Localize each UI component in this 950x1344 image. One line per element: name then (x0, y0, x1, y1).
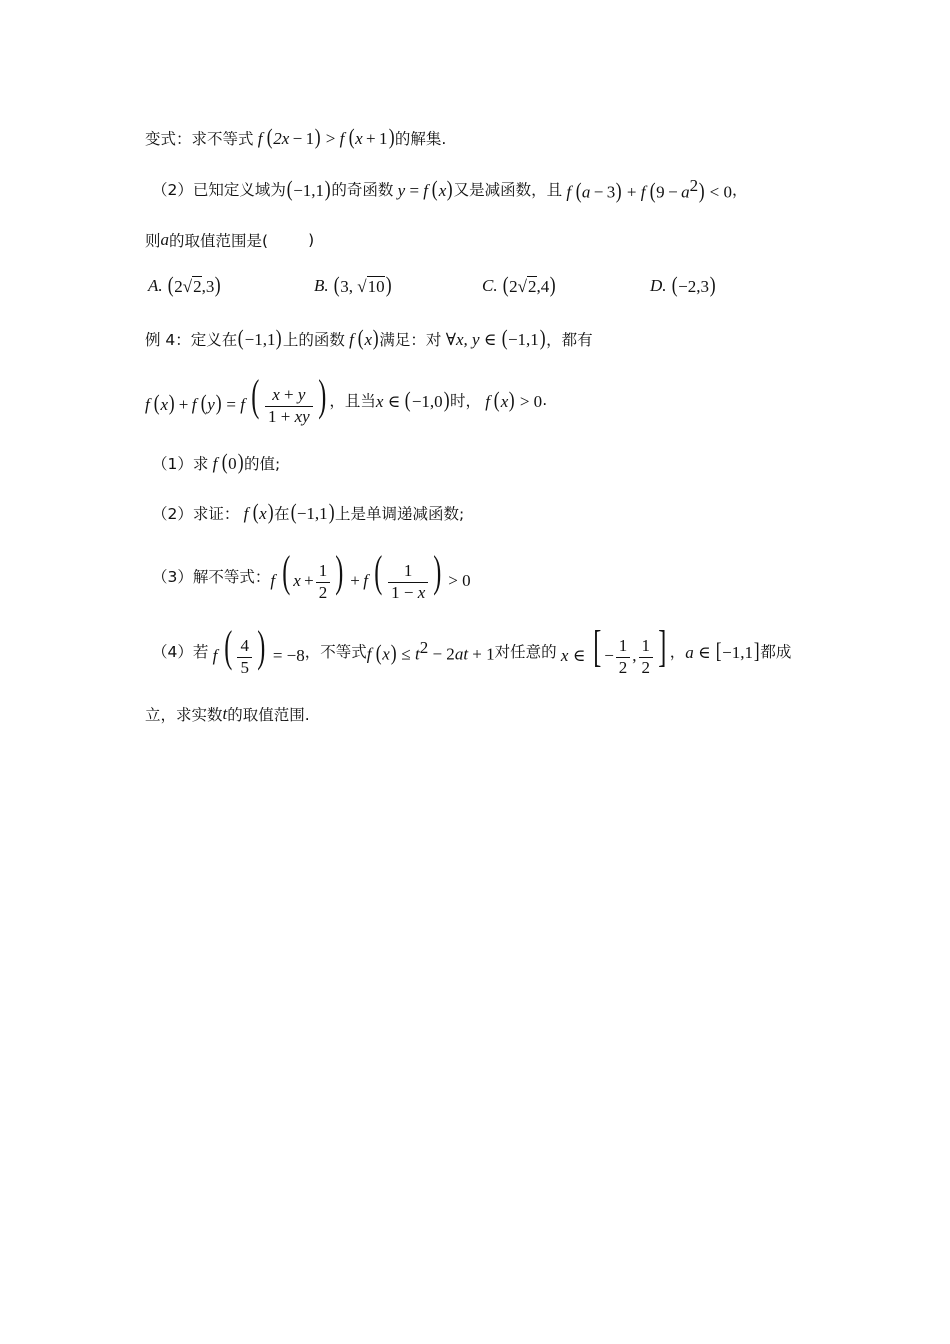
sub4-text-6: 立，求实数 (145, 706, 223, 724)
option-c[interactable] (482, 274, 557, 297)
option-d-value: (−2,3) (671, 272, 716, 297)
q2-domain: (−1,1) (286, 175, 331, 201)
example4-text-6: 时， (449, 392, 481, 411)
example4-equation: f (x) + f (y) = f ( $\frac{x + y}{1 + xy}$ ) (145, 371, 327, 426)
sub4-text-4: ， (669, 643, 686, 662)
q2-text-5: 则 (145, 232, 161, 250)
q2-text-2: 的奇函数 (331, 181, 394, 200)
sub1-text-2: 的值; (243, 454, 281, 473)
example4-statement (145, 327, 593, 350)
sub1-label: （1） (152, 454, 193, 473)
option-c-value: (2√2,4) (502, 272, 556, 297)
sub2-label: （2） (152, 504, 193, 523)
sub4-inequality: f $(x) \le t^2 - 2at + 1$ (366, 638, 495, 665)
sub4-condition: f ( $\frac{4}{5}$ ) = −8 (208, 622, 305, 677)
q2-inequality: f (a − 3) + f $(9 - a^2) < 0$ (562, 176, 732, 203)
example4-domain: (−1,1) (238, 325, 283, 350)
q2-question (145, 229, 314, 251)
option-d-letter: D. (650, 275, 667, 295)
option-a[interactable] (148, 274, 222, 297)
sub4-text-2: ，不等式 (304, 643, 367, 662)
variant-suffix: 的解集. (394, 129, 447, 148)
sub2-expression: f (x) (239, 499, 274, 524)
option-d[interactable] (650, 274, 716, 297)
sub-question-4 (152, 622, 792, 678)
sub4-text-1: 若 (192, 643, 209, 662)
q2-text-6: 的取值范围是( (169, 232, 269, 250)
sub4-text-7: 的取值范围. (227, 706, 310, 724)
example4-equation-line (145, 371, 548, 427)
q2-function: y = f (x) (393, 175, 453, 201)
option-a-letter: A. (148, 275, 163, 295)
sub1-text-1: 求 (192, 454, 209, 473)
sub4-text-5: 都成 (760, 643, 792, 662)
q2-close-paren: ) (308, 231, 315, 249)
example4-text-7: . (542, 391, 548, 410)
variant-inequality: f (2x − 1) > f (x + 1) (253, 124, 395, 149)
q2-statement (152, 176, 748, 203)
option-b[interactable] (314, 274, 392, 297)
q2-text-4: ， (732, 181, 748, 200)
q2-label: （2） (152, 181, 193, 200)
sub2-text-2: 在 (273, 504, 290, 523)
sub4-x-range: x ∈ [ − $\frac{1}{2}$ , $\frac{1}{2}$ ] (556, 622, 667, 677)
q2-text-1: 已知定义域为 (192, 181, 286, 200)
example4-text-4: ，都有 (546, 330, 593, 349)
option-a-value: (2√2,3) (167, 272, 221, 297)
option-c-letter: C. (482, 275, 498, 295)
q2-variable: a (160, 230, 170, 249)
sub4-text-3: 对任意的 (494, 643, 557, 662)
sub4-variable: t (222, 704, 228, 723)
example4-forall: ∀x, y ∈ (−1,1) (445, 325, 546, 350)
example4-text-2: 上的函数 (282, 330, 345, 349)
variant-prefix: 变式：求不等式 (145, 129, 254, 148)
sub3-label: （3） (152, 568, 193, 587)
option-b-letter: B. (314, 275, 329, 295)
sub4-a-range: a ∈ [−1,1] (685, 637, 760, 663)
sub2-interval: (−1,1) (290, 499, 335, 524)
sub3-text-1: 解不等式： (192, 568, 271, 587)
example4-conclusion: f (x) > 0 (481, 386, 543, 412)
example4-label: 例 4： (145, 330, 191, 349)
sub4-label: （4） (152, 643, 193, 662)
sub3-inequality: f ( x + $\frac{1}{2}$ ) + f ( $\frac{1}{1 - x}$ ) > 0 (270, 547, 471, 602)
example4-function: f (x) (344, 325, 379, 350)
q2-text-3: 又是减函数，且 (453, 181, 563, 200)
example4-condition: x ∈ (−1,0) (375, 386, 450, 412)
sub2-text-3: 上是单调递减函数; (335, 504, 465, 523)
example4-text-1: 定义在 (190, 330, 238, 349)
sub2-text-1: 求证： (192, 504, 240, 523)
sub-question-1 (152, 451, 280, 474)
example4-text-3: 满足：对 (379, 330, 442, 349)
variant-question (145, 126, 446, 149)
option-b-value: (3, √10) (333, 272, 392, 297)
sub-question-3 (152, 547, 471, 603)
example4-text-5: ，且当 (329, 392, 376, 411)
sub1-expression: f (0) (208, 449, 244, 474)
sub-question-2 (152, 501, 464, 524)
sub-question-4-continued (145, 703, 310, 725)
